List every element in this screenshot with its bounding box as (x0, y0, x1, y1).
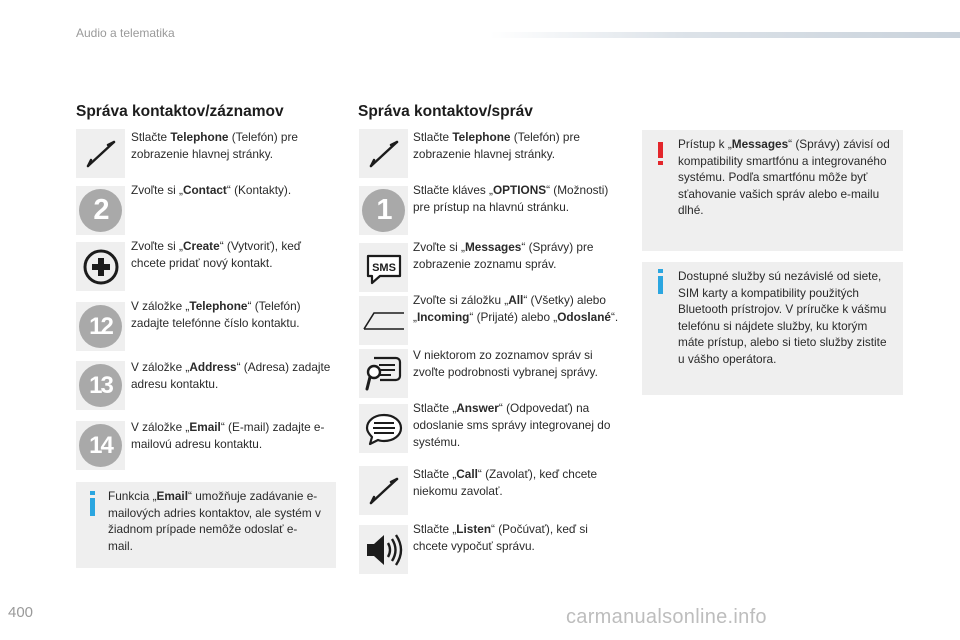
bold-term: OPTIONS (493, 183, 547, 197)
step-text: Stlačte kláves „OPTIONS“ (Možnosti) pre prístup na hlavnú stránku. (413, 183, 609, 214)
step-icon-box (359, 466, 408, 515)
bold-term: Messages (464, 240, 522, 254)
bold-term: Listen (456, 522, 492, 536)
bold-term: Telephone (170, 130, 229, 144)
bold-term: Answer (456, 401, 499, 415)
header-gradient-bar (490, 32, 960, 38)
step-text: Stlačte Telephone (Telefón) pre zobrazenie hlavnej stránky. (131, 130, 298, 161)
step-icon-box (76, 129, 125, 178)
step-text: V záložke „Email“ (E-mail) zadajte e-mailovú adresu kontaktu. (131, 420, 325, 451)
email-info-note (76, 482, 336, 568)
step-icon-box (76, 361, 125, 410)
step-text: V niektorom zo zoznamov správ si zvoľte podrobnosti vybranej správy. (413, 348, 598, 379)
step-text: V záložke „Telephone“ (Telefón) zadajte telefónne číslo kontaktu. (131, 299, 301, 330)
phone-icon (367, 137, 401, 171)
watermark: carmanualsonline.info (566, 606, 767, 628)
step-text: Stlačte „Listen“ (Počúvať), keď si chcete vypočuť správu. (413, 522, 588, 553)
number-2-icon: 2 (79, 189, 122, 232)
info-icon (90, 498, 95, 516)
sms-icon (364, 250, 404, 286)
step-icon-box (76, 302, 125, 351)
step-icon-box (359, 186, 408, 235)
bold-term: Telephone (452, 130, 511, 144)
step-icon-box (359, 349, 408, 398)
step-text: Zvoľte si „Messages“ (Správy) pre zobrazenie zoznamu správ. (413, 240, 594, 271)
bold-term: Odoslané (557, 310, 611, 324)
bold-term: Incoming (416, 310, 470, 324)
step-icon-box (76, 186, 125, 235)
section-title-messages: Správa kontaktov/správ (358, 103, 533, 120)
bold-term: Contact (182, 183, 227, 197)
header-title: Audio a telematika (76, 26, 175, 40)
number-14-icon: 14 (79, 424, 122, 467)
step-icon-box (359, 525, 408, 574)
step-icon-box (76, 242, 125, 291)
info-icon (658, 276, 663, 294)
phone-icon (367, 474, 401, 508)
number-1-icon: 1 (362, 189, 405, 232)
tab-icon (362, 309, 406, 333)
bold-term: Telephone (189, 299, 248, 313)
bold-term: Messages (731, 137, 789, 151)
section-title-contacts: Správa kontaktov/záznamov (76, 103, 284, 120)
step-icon-box (359, 296, 408, 345)
step-icon-box (359, 404, 408, 453)
bold-term: Address (189, 360, 237, 374)
message-answer-icon (364, 409, 404, 449)
number-12-icon: 12 (79, 305, 122, 348)
step-icon-box (359, 129, 408, 178)
services-info-note (642, 262, 903, 395)
step-text: V záložke „Address“ (Adresa) zadajte adresu kontaktu. (131, 360, 331, 391)
info-text: Dostupné služby sú nezávislé od siete, SIM karty a kompatibility použitých Bluetooth prístrojov. V príručke k vášmu telefónu si nájdete služby, ku ktorým máte prístup, alebo si tieto služby zistite u vášho operátora. (678, 269, 887, 366)
note-text: Funkcia „Email“ umožňuje zadávanie e-mailových adries kontaktov, ale systém v žiadnom prípade nemôže odoslať e-mail. (108, 489, 321, 553)
step-text: Stlačte Telephone (Telefón) pre zobrazenie hlavnej stránky. (413, 130, 580, 161)
number-13-icon: 13 (79, 364, 122, 407)
warning-text: Prístup k „Messages“ (Správy) závisí od kompatibility smartfónu a integrovaného systému. Podľa smartfónu môže byť sťahovanie vašich správ alebo e-mailu dlhé. (678, 137, 890, 217)
step-icon-box (359, 243, 408, 292)
bold-term: Email (156, 489, 188, 503)
bold-term: All (508, 293, 524, 307)
step-text: Zvoľte si „Contact“ (Kontakty). (131, 183, 292, 197)
step-text: Zvoľte si záložku „All“ (Všetky) alebo „Incoming“ (Prijaté) alebo „Odoslané“. (413, 293, 619, 324)
warning-note (642, 130, 903, 251)
speaker-icon (364, 532, 404, 568)
step-text: Zvoľte si „Create“ (Vytvoriť), keď chcete pridať nový kontakt. (131, 239, 302, 270)
bold-term: Create (182, 239, 220, 253)
step-text: Stlačte „Call“ (Zavolať), keď chcete niekomu zavolať. (413, 467, 598, 498)
message-detail-icon (364, 354, 404, 394)
step-text: Stlačte „Answer“ (Odpovedať) na odoslanie sms správy integrovanej do systému. (413, 401, 611, 449)
page-number: 400 (8, 604, 34, 621)
warning-icon (658, 142, 663, 158)
phone-icon (84, 137, 118, 171)
plus-circle-icon (81, 247, 121, 287)
bold-term: Email (189, 420, 221, 434)
step-icon-box (76, 421, 125, 470)
bold-term: Call (456, 467, 478, 481)
sms-label: SMS (371, 261, 396, 274)
